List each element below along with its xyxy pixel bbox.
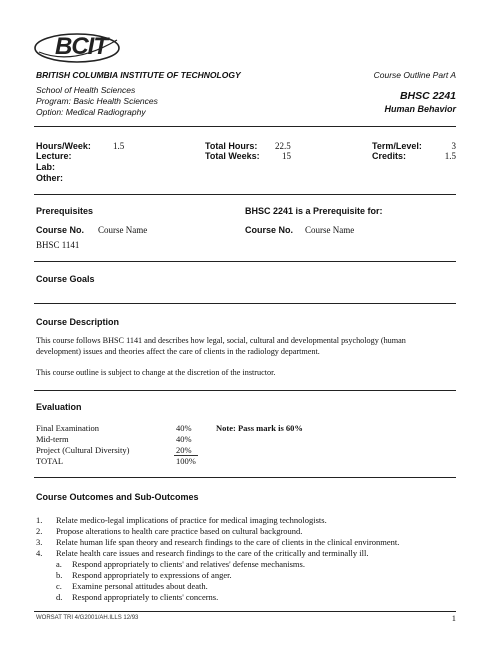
total-weeks-value: 15 <box>282 151 291 161</box>
logo-text: BCIT <box>55 33 107 60</box>
sub-outcome-letter: b. <box>56 570 63 580</box>
outcomes-heading: Course Outcomes and Sub-Outcomes <box>36 492 199 502</box>
total-weeks-label: Total Weeks: <box>205 151 260 161</box>
eval-label-project: Project (Cultural Diversity) <box>36 445 130 455</box>
eval-label-total: TOTAL <box>36 456 64 466</box>
eval-value-final: 40% <box>176 423 192 433</box>
description-line-1: This course follows BHSC 1141 and describes how legal, social, cultural and developmental psychology (human <box>36 336 406 345</box>
school-name: School of Health Sciences <box>36 85 136 95</box>
divider <box>34 477 456 478</box>
sub-outcome-text: Respond appropriately to clients' and relatives' defense mechanisms. <box>72 559 305 569</box>
outcome-text: Propose alterations to health care practice based on cultural background. <box>56 526 303 536</box>
eval-value-project: 20% <box>176 445 192 455</box>
outcome-text: Relate medico-legal implications of practice for medical imaging technologists. <box>56 515 327 525</box>
eval-value-midterm: 40% <box>176 434 192 444</box>
hours-week-value: 1.5 <box>113 141 125 151</box>
sub-outcome-text: Examine personal attitudes about death. <box>72 581 208 591</box>
eval-label-midterm: Mid-term <box>36 434 69 444</box>
total-hours-label: Total Hours: <box>205 141 258 151</box>
course-code: BHSC 2241 <box>399 90 456 102</box>
description-line-2: development) issues and theories affect the care of clients in the radiology department. <box>36 347 320 356</box>
eval-note: Note: Pass mark is 60% <box>216 423 303 433</box>
outline-label: Course Outline Part A <box>373 70 456 80</box>
divider <box>34 194 456 195</box>
course-title: Human Behavior <box>384 104 456 114</box>
eval-value-total: 100% <box>176 456 196 466</box>
outcome-number: 3. <box>36 537 43 547</box>
description-note: This course outline is subject to change at the discretion of the instructor. <box>36 368 276 377</box>
option-name: Option: Medical Radiography <box>36 107 146 117</box>
lecture-label: Lecture: <box>36 151 72 161</box>
total-hours-value: 22.5 <box>275 141 291 151</box>
prereq-item: BHSC 1141 <box>36 240 80 250</box>
outcome-number: 2. <box>36 526 43 536</box>
other-label: Other: <box>36 173 63 183</box>
institute-name: BRITISH COLUMBIA INSTITUTE OF TECHNOLOGY <box>36 70 241 80</box>
lab-label: Lab: <box>36 162 55 172</box>
eval-label-final: Final Examination <box>36 423 100 433</box>
hours-week-label: Hours/Week: <box>36 141 91 151</box>
prereq-col-no: Course No. <box>36 225 85 235</box>
prereq-col-name: Course Name <box>98 225 148 235</box>
credits-value: 1.5 <box>444 151 456 161</box>
goals-heading: Course Goals <box>36 274 95 284</box>
eval-total-rule <box>174 455 198 456</box>
outcome-text: Relate health care issues and research findings to the care of the critically and terminally ill. <box>56 548 369 558</box>
description-heading: Course Description <box>36 317 120 327</box>
term-level-label: Term/Level: <box>372 141 422 151</box>
prereq-for-heading: BHSC 2241 is a Prerequisite for: <box>245 206 383 216</box>
program-name: Program: Basic Health Sciences <box>36 96 158 106</box>
sub-outcome-text: Respond appropriately to clients' concerns. <box>72 592 219 602</box>
footer-divider <box>34 611 456 612</box>
bcit-logo <box>33 30 123 66</box>
outcome-number: 4. <box>36 548 43 558</box>
outcome-number: 1. <box>36 515 43 525</box>
prereq-for-col-name: Course Name <box>305 225 355 235</box>
divider <box>34 303 456 304</box>
sub-outcome-letter: a. <box>56 559 62 569</box>
prereq-heading: Prerequisites <box>36 206 94 216</box>
term-level-value: 3 <box>451 141 456 151</box>
footer-code: WORSAT TRI 4/G2001/AH.ILLS 12/93 <box>36 615 139 621</box>
outcome-text: Relate human life span theory and research findings to the care of clients in the clinical environment. <box>56 537 400 547</box>
divider <box>34 390 456 391</box>
page-number: 1 <box>451 613 456 623</box>
divider <box>34 261 456 262</box>
credits-label: Credits: <box>372 151 407 161</box>
prereq-for-col-no: Course No. <box>245 225 294 235</box>
sub-outcome-letter: c. <box>56 581 62 591</box>
divider <box>34 126 456 127</box>
sub-outcome-text: Respond appropriately to expressions of anger. <box>72 570 232 580</box>
sub-outcome-letter: d. <box>56 592 63 602</box>
evaluation-heading: Evaluation <box>36 402 82 412</box>
